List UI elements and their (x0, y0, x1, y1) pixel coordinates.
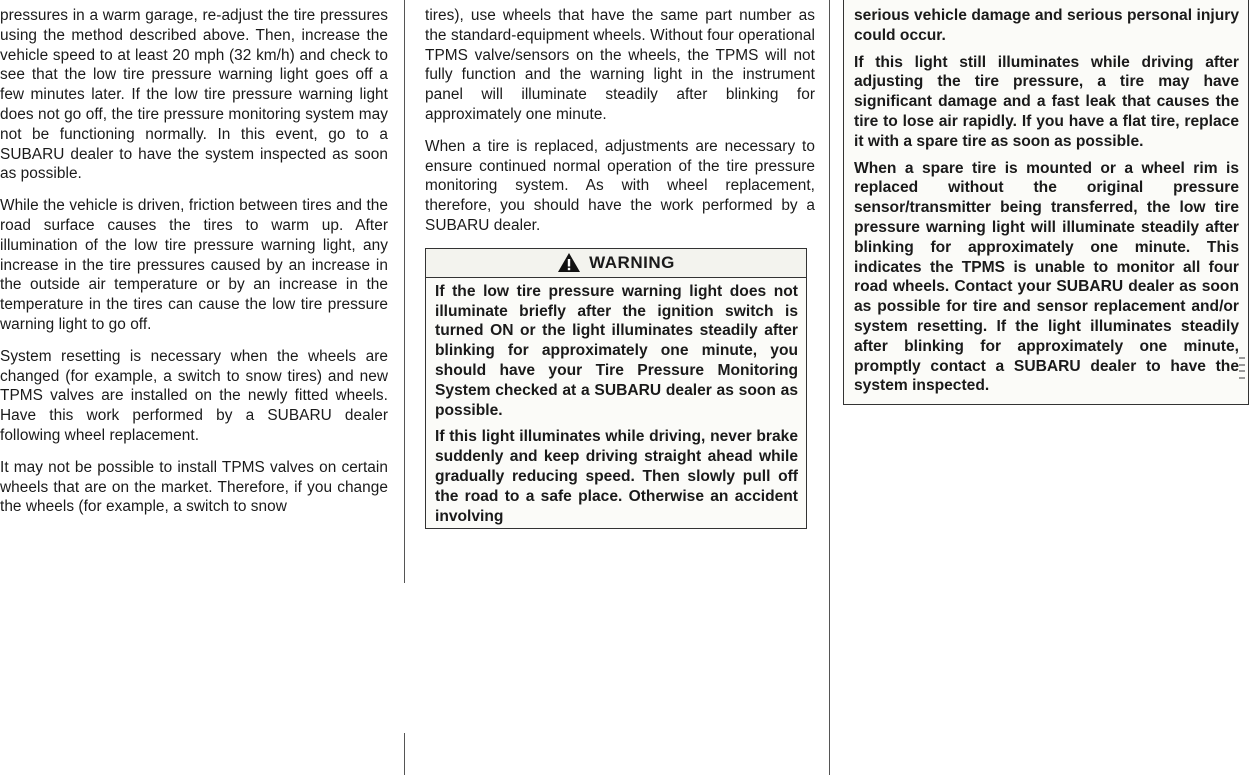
column-divider-left-lower (404, 733, 405, 775)
column-divider-left (404, 0, 405, 583)
paragraph: System resetting is necessary when the wheels are changed (for example, a switch to snow tires) and new TPMS valves are installed on the newly fitted wheels. Have this work performed by a SUBARU dealer following wheel replacement. (0, 347, 388, 444)
warning-box-continued (843, 0, 1249, 405)
warning-paragraph: When a spare tire is mounted or a wheel rim is replaced without the original pressure sensor/transmitter being transferred, the low tire pressure warning light will illuminate steadily after blinking for approximately one minute. This indicates the TPMS is unable to monitor all four road wheels. Contact your SUBARU dealer as soon as possible for tire and sensor replacement and/or system resetting. If the light illuminates steadily after blinking for approximately one minute, promptly contact a SUBARU dealer to have the system inspected. (854, 159, 1239, 395)
warning-body (426, 278, 806, 529)
warning-box (425, 248, 807, 530)
text-column-1 (0, 6, 388, 529)
paragraph: While the vehicle is driven, friction between tires and the road surface causes the tires to warm up. After illumination of the low tire pressure warning light, any increase in the tire pressures caused by an increase in the outside air temperature or by an increase in the temperature in the tires can cause the low tire pressure warning light to go off. (0, 197, 388, 333)
paragraph: tires), use wheels that have the same part number as the standard-equipment wheels. Without four operational TPMS valve/sensors on the wheels, the TPMS will not fully function and the warning light in the instrument panel will illuminate steadily after blinking for approximately one minute. (425, 7, 815, 123)
paragraph: When a tire is replaced, adjustments are necessary to ensure continued normal operation of the tire pressure monitoring system. As with wheel replacement, therefore, you should have the work performed by a SUBARU dealer. (425, 137, 815, 234)
warning-triangle-icon (557, 252, 581, 273)
warning-title: WARNING (589, 252, 675, 272)
text-column-3 (843, 6, 1239, 405)
warning-paragraph: If this light illuminates while driving, never brake suddenly and keep driving straight ahead while gradually reducing speed. Then slowly pull off the road to a safe place. Otherwise an accident involving (435, 428, 798, 525)
paragraph: It may not be possible to install TPMS valves on certain wheels that are on the market. Therefore, if you change the wheels (for example, a switch to snow (0, 458, 388, 516)
warning-body (844, 0, 1248, 404)
paragraph: pressures in a warm garage, re-adjust the tire pressures using the method described above. Then, increase the vehicle speed to at least 20 mph (32 km/h) and check to see that the low tire pressure warning light goes off a few minutes later. If the low tire pressure warning light does not go off, the tire pressure monitoring system may not be functioning normally. In this event, go to a SUBARU dealer to have the system inspected as soon as possible. (0, 7, 388, 183)
warning-paragraph: If the low tire pressure warning light does not illuminate briefly after the ignition switch is turned ON or the light illuminates steadily after blinking for approximately one minute, you should have your Tire Pressure Monitoring System checked at a SUBARU dealer as soon as possible. (435, 282, 798, 419)
margin-mark (1239, 357, 1245, 379)
warning-paragraph: If this light still illuminates while driving after adjusting the tire pressure, a tire may have significant damage and a fast leak that causes the tire to lose air rapidly. If you have a flat tire, replace it with a spare tire as soon as possible. (854, 53, 1239, 150)
text-column-2 (425, 6, 815, 529)
column-divider-right (829, 0, 830, 775)
warning-paragraph: serious vehicle damage and serious personal injury could occur. (854, 7, 1239, 44)
warning-header (426, 249, 806, 278)
